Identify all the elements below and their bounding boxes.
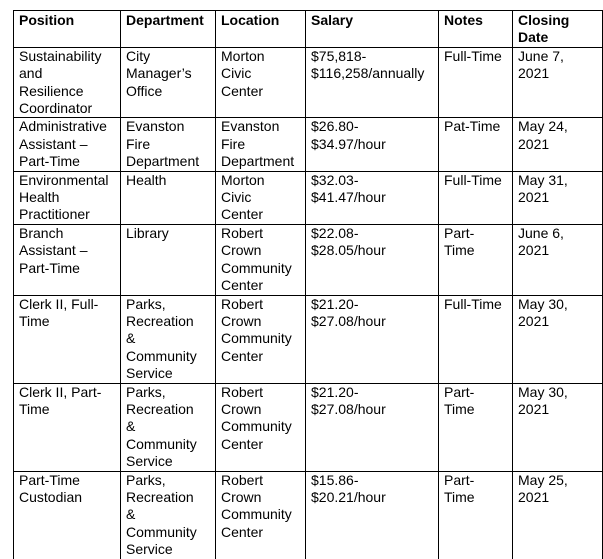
cell-position: Part-Time Custodian [14,471,121,559]
cell-position: Administrative Assistant – Part-Time [14,118,121,171]
cell-closing-date: June 7, 2021 [513,47,603,118]
cell-department: Health [121,171,216,224]
cell-salary: $22.08- $28.05/hour [306,224,439,295]
table-row [14,118,603,171]
cell-position: Environmental Health Practitioner [14,171,121,224]
cell-salary: $26.80- $34.97/hour [306,118,439,171]
cell-department: Parks, Recreation & Community Service [121,471,216,559]
cell-department: Parks, Recreation & Community Service [121,295,216,383]
header-notes: Notes [439,11,513,48]
cell-location: Morton Civic Center [216,47,306,118]
cell-salary: $75,818- $116,258/annually [306,47,439,118]
cell-location: Morton Civic Center [216,171,306,224]
cell-location: Robert Crown Community Center [216,224,306,295]
table-row [14,295,603,383]
header-location: Location [216,11,306,48]
cell-salary: $21.20- $27.08/hour [306,295,439,383]
cell-closing-date: May 24, 2021 [513,118,603,171]
header-department: Department [121,11,216,48]
cell-position: Branch Assistant – Part-Time [14,224,121,295]
cell-closing-date: May 30, 2021 [513,295,603,383]
cell-position: Clerk II, Full- Time [14,295,121,383]
header-closing-date: Closing Date [513,11,603,48]
cell-notes: Full-Time [439,47,513,118]
cell-position: Clerk II, Part- Time [14,383,121,471]
table-row [14,224,603,295]
cell-notes: Full-Time [439,171,513,224]
job-postings-table [13,10,603,559]
cell-position: Sustainability and Resilience Coordinator [14,47,121,118]
header-salary: Salary [306,11,439,48]
cell-salary: $21.20- $27.08/hour [306,383,439,471]
cell-closing-date: June 6, 2021 [513,224,603,295]
cell-notes: Part- Time [439,383,513,471]
cell-location: Robert Crown Community Center [216,471,306,559]
cell-salary: $32.03- $41.47/hour [306,171,439,224]
table-row [14,471,603,559]
header-position: Position [14,11,121,48]
cell-department: Parks, Recreation & Community Service [121,383,216,471]
cell-closing-date: May 31, 2021 [513,171,603,224]
table-row [14,383,603,471]
cell-location: Robert Crown Community Center [216,295,306,383]
cell-department: Library [121,224,216,295]
cell-location: Evanston Fire Department [216,118,306,171]
cell-closing-date: May 25, 2021 [513,471,603,559]
cell-salary: $15.86- $20.21/hour [306,471,439,559]
cell-notes: Full-Time [439,295,513,383]
cell-department: Evanston Fire Department [121,118,216,171]
cell-department: City Manager’s Office [121,47,216,118]
header-row [14,11,603,48]
cell-location: Robert Crown Community Center [216,383,306,471]
cell-notes: Pat-Time [439,118,513,171]
table-row [14,171,603,224]
cell-notes: Part- Time [439,224,513,295]
table-row [14,47,603,118]
cell-closing-date: May 30, 2021 [513,383,603,471]
cell-notes: Part- Time [439,471,513,559]
